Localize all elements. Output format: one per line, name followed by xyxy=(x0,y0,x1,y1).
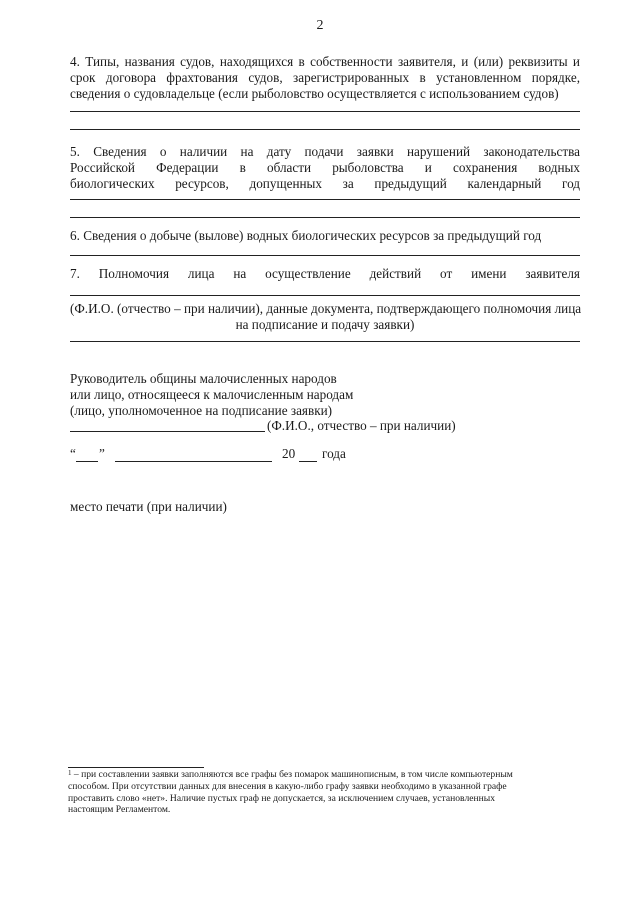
item-7-line: 7. Полномочия лица на осуществление действий от имени заявителя xyxy=(70,266,580,281)
year-line xyxy=(299,461,317,462)
item-7-note-line-2: на подписание и подачу заявки) xyxy=(235,317,415,332)
item-7-fill-line-1 xyxy=(70,295,580,296)
item-7-fill-line-2 xyxy=(70,341,580,342)
item-5-line-1: 5. Сведения о наличии на дату подачи заявки нарушений законодательства xyxy=(70,144,580,159)
footnote-line-1 xyxy=(68,769,568,781)
item-4-line-3: сведения о судовладельце (если рыболовство осуществляется с использованием судов) xyxy=(70,86,559,101)
stamp-place: место печати (при наличии) xyxy=(70,499,227,514)
page-number: 2 xyxy=(316,18,324,33)
item-4-fill-line-1 xyxy=(70,111,580,112)
item-7-text xyxy=(70,266,580,282)
item-4-line-2: срок договора фрахтования судов, зарегистрированных в установленном порядке, xyxy=(70,70,580,85)
item-6-line: 6. Сведения о добыче (вылове) водных биологических ресурсов за предыдущий год xyxy=(70,228,542,243)
footnote-line-2: способом. При отсутствии данных для внесения в какую-либо графу заявки необходимо в указанной графе xyxy=(68,780,507,792)
footnote-line-3: проставить слово «нет». Наличие пустых граф не допускается, за исключением случаев, установленных xyxy=(68,792,495,804)
date-month-line xyxy=(115,461,272,462)
footnote-line-4: настоящим Регламентом. xyxy=(68,804,171,816)
item-6-fill-line xyxy=(70,255,580,256)
year-prefix: 20 xyxy=(282,446,296,461)
item-5-line-3: биологических ресурсов, допущенных за предыдущий календарный год xyxy=(70,176,580,191)
signatory-line-2: или лицо, относящееся к малочисленным народам xyxy=(70,387,354,402)
item-4-line-1: 4. Типы, названия судов, находящихся в собственности заявителя, и (или) реквизиты и xyxy=(70,54,580,69)
item-5-fill-line-1 xyxy=(70,199,580,200)
signatory-line-1: Руководитель общины малочисленных народов xyxy=(70,371,337,386)
signatory-title xyxy=(70,371,353,419)
date-open-quote: “ xyxy=(70,446,76,461)
footnote-mark: 1 xyxy=(68,769,72,777)
name-caption: (Ф.И.О., отчество – при наличии) xyxy=(267,418,456,433)
date-close-quote: ” xyxy=(99,446,105,461)
item-5-fill-line-2 xyxy=(70,217,580,218)
signature-line xyxy=(70,431,265,432)
item-7-note-line-1: (Ф.И.О. (отчество – при наличии), данные документа, подтверждающего полномочия лица xyxy=(70,301,582,316)
item-4-fill-line-2 xyxy=(70,129,580,130)
footnote-line-1-text: – при составлении заявки заполняются все графы без помарок машинописным, в том числе компьютерным xyxy=(71,769,513,780)
date-day-line xyxy=(76,461,98,462)
year-suffix: года xyxy=(322,446,346,461)
item-6-text xyxy=(70,228,580,244)
item-5-line-2: Российской Федерации в области рыболовства и сохранения водных xyxy=(70,160,580,175)
item-5-text xyxy=(70,144,580,192)
footnote xyxy=(68,769,568,816)
item-4-text xyxy=(70,54,580,102)
item-7-note xyxy=(70,301,580,333)
signatory-line-3: (лицо, уполномоченное на подписание заявки) xyxy=(70,403,333,418)
footnote-separator xyxy=(68,767,204,768)
